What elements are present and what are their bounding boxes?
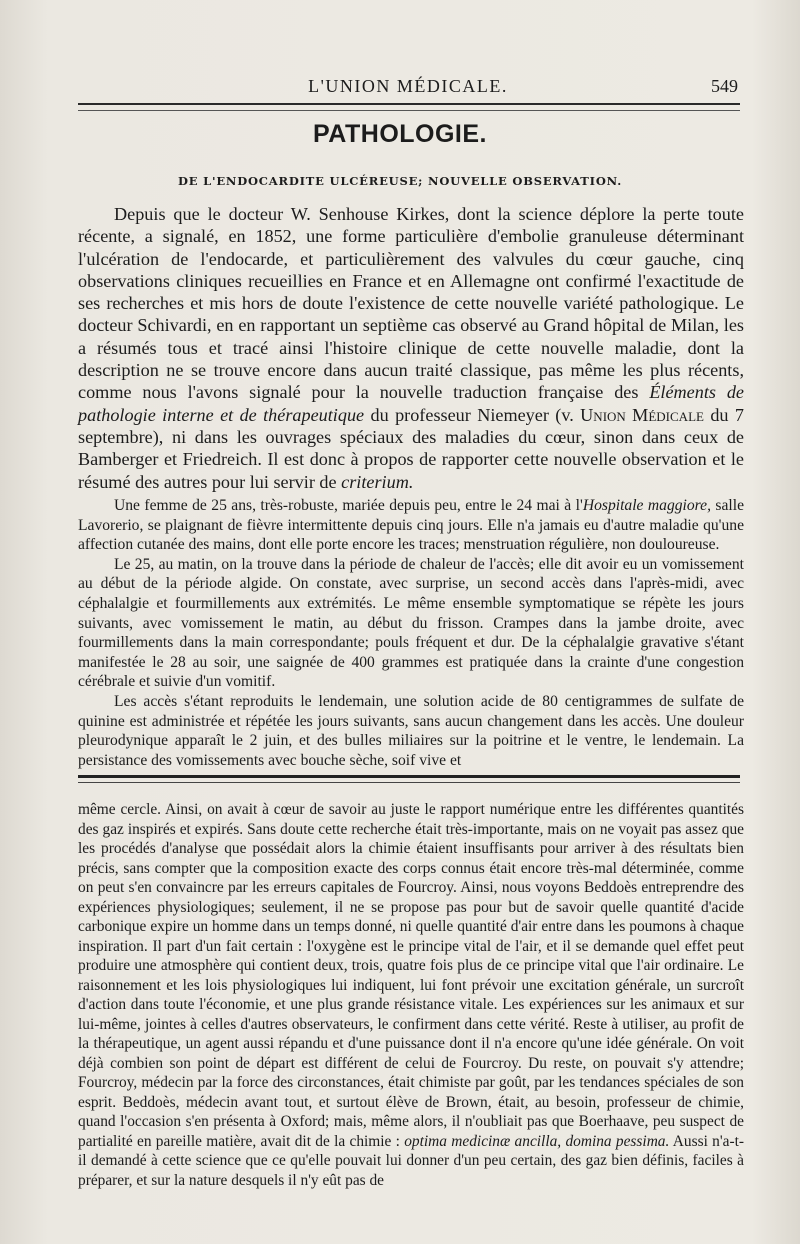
lead-text-part: du 7 septembre), ni dans les ouvrages spéciaux des maladies du cœur, sinon dans ceux de Bamberger et Friedreich. Il est donc à propos de rapporter cette nouvelle observation et le résumé des autres pour lui servir de bbox=[78, 404, 744, 492]
observation-paragraph: Le 25, au matin, on la trouve dans la période de chaleur de l'accès; elle dit avoir eu un vomissement au début de la période algide. On constate, avec surprise, un second accès dans l'après-midi, avec céphalalgie et fourmillements aux extrémités. Le même ensemble symptomatique se répète les jours suivants, avec vomissement le matin, au début du frisson. Crampes dans la jambe droite, avec fourmillements dans la main correspondante; pouls fréquent et dur. De la céphalalgie gravative s'étant manifestée le 28 au soir, une saignée de 400 grammes est pratiquée dans la crainte d'une congestion cérébrale et suivie d'un vomitif. bbox=[78, 555, 744, 691]
observation-paragraph bbox=[78, 496, 744, 555]
feuilleton-text-part: Aussi n'a-t-il demandé à cette science que ce qu'elle pouvait lui donner d'un peu certain, des gaz bien définis, faciles à préparer, et sur la nature desquels il n'y eût pas de bbox=[78, 1132, 744, 1189]
lead-criterium: criterium. bbox=[341, 471, 414, 492]
lead-text-part: du professeur Niemeyer (v. bbox=[364, 404, 581, 425]
header-rule-thin bbox=[78, 110, 740, 111]
article-title: DE L'ENDOCARDITE ULCÉREUSE; NOUVELLE OBSERVATION. bbox=[177, 174, 623, 188]
lead-text-part: Depuis que le docteur W. Senhouse Kirkes, dont la science déplore la perte toute récente, a signalé, en 1852, une forme particulière d'embolie granuleuse déterminant l'ulcération de l'endocarde, et particulièrement des valvules du cœur gauche, cinq observations cliniques recueillies en France et en Allemagne ont confirmé l'exactitude de ses recherches et mis hors de doute l'existence de cette nouvelle variété pathologique. Le docteur Schivardi, en en rapportant un septième cas observé au Grand hôpital de Milan, les a résumés tous et tracé ainsi l'histoire clinique de cette nouvelle maladie, dont la description ne se trouve encore dans aucun traité classique, pas même les plus récents, comme nous l'avons signalé pour la nouvelle traduction française des bbox=[78, 204, 744, 403]
observation-paragraph: Les accès s'étant reproduits le lendemain, une solution acide de 80 centigrammes de sulfate de quinine est administrée et répétée les jours suivants, sans aucun changement dans les accès. Une douleur pleurodynique apparaît le 2 juin, et des bulles miliaires sur la poitrine et le ventre, le lendemain. La persistance des vomissements avec bouche sèche, soif vive et bbox=[78, 692, 744, 769]
lead-book-title: Éléments de pathologie interne et de thérapeutique bbox=[78, 382, 744, 425]
section-title: PATHOLOGIE. bbox=[312, 120, 488, 148]
observation-block bbox=[78, 496, 744, 770]
lead-paragraph bbox=[78, 203, 744, 493]
observation-text-part: salle Lavorerio, se plaignant de fièvre intermittente depuis cinq jours. Elle n'a jamais eu d'autre maladie qu'une affection cutanée des mains, dont elle porte encore les traces; menstruation régulière, non douloureuse. bbox=[78, 497, 744, 554]
feuilleton-rule bbox=[78, 775, 740, 778]
header-rule bbox=[78, 103, 740, 105]
feuilleton-paragraph bbox=[78, 800, 744, 1190]
feuilleton-block bbox=[78, 800, 744, 1190]
journal-reference: Union Médicale bbox=[580, 404, 704, 425]
running-title: L'UNION MÉDICALE. bbox=[308, 76, 508, 96]
feuilleton-text-part: même cercle. Ainsi, on avait à cœur de savoir au juste le rapport numérique entre les différentes quantités des gaz inspirés et expirés. Sans doute cette recherche était très-importante, mais on ne voyait pas assez que les procédés d'analyse que possédait alors la chimie étaient insuffisants pour arriver à des résultats bien précis, sans compter que la composition exacte des corps connus était encore très-mal déterminée, comme on peut s'en convaincre par les erreurs capitales de Fourcroy. Ainsi, nous voyons Beddoès entreprendre des expériences physiologiques; seulement, il ne se propose pas pour but de savoir quelle quantité d'acide carbonique expire un homme dans un temps donné, ni quelle quantité d'air entre dans les poumons à chaque inspiration. Il part d'un fait certain : l'oxygène est le principe vital de l'air, et il se demande quel effet peut produire une atmosphère qui contient deux, trois, quatre fois plus de ce principe vital que l'air ordinaire. Le raisonnement et les lois physiologiques lui indiquent, lui font prévoir une excitation générale, un surcroît d'action dans toute l'économie, et une plus grande résistance vitale. Les expériences sur les animaux et sur lui-même, jointes à celles d'autres observateurs, le confirment dans cette vérité. Reste à utiliser, au profit de la thérapeutique, un agent aussi répandu et d'une puissance dont il n'a encore qu'une idée générale. On voit déjà combien son point de départ est différent de celui de Fourcroy. Du reste, on pouvait s'y attendre; Fourcroy, médecin par la force des circonstances, était chimiste par goût, par les tendances spéciales de son esprit. Beddoès, médecin avant tout, et surtout élève de Brown, était, au besoin, professeur de chimie, quand l'occasion s'en présenta à Oxford; mais, même alors, il n'oubliait pas que Boerhaave, peu suspect de partialité en pareille matière, avait dit de la chimie : bbox=[78, 801, 744, 1150]
hospital-name: Hospitale maggiore, bbox=[582, 497, 711, 514]
page-number: 549 bbox=[711, 76, 738, 96]
feuilleton-rule-thin bbox=[78, 782, 740, 783]
running-head bbox=[78, 76, 738, 98]
observation-text-part: Une femme de 25 ans, très-robuste, mariée depuis peu, entre le 24 mai à l' bbox=[114, 497, 583, 514]
lead-paragraph-block bbox=[78, 203, 744, 493]
latin-quote: optima medicinæ ancilla, domina pessima. bbox=[404, 1132, 670, 1150]
